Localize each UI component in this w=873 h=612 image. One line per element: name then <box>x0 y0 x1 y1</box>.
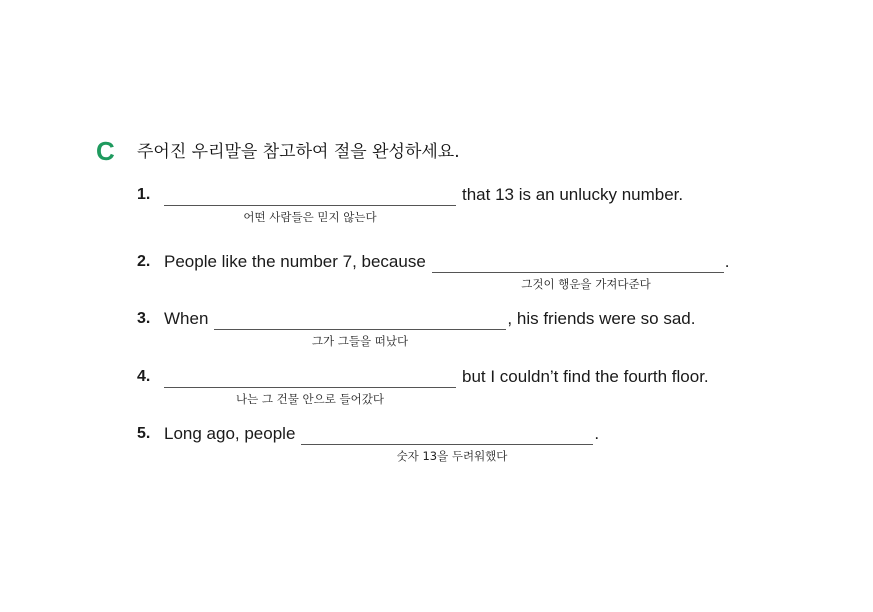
answer-blank[interactable] <box>301 428 593 445</box>
korean-hint: 그것이 행운을 가져다준다 <box>521 277 651 291</box>
sentence-after: that 13 is an unlucky number. <box>462 185 684 204</box>
korean-hint: 숫자 13을 두려워했다 <box>396 449 508 463</box>
exercise-item-5 <box>137 423 777 463</box>
exercise-item-2 <box>137 251 777 291</box>
item-number: 1. <box>137 186 151 203</box>
korean-hint: 나는 그 건물 안으로 들어갔다 <box>236 392 384 406</box>
answer-blank[interactable] <box>432 256 724 273</box>
answer-blank[interactable] <box>164 189 456 206</box>
exercise-item-3 <box>137 308 777 348</box>
sentence-before: Long ago, people <box>164 424 296 443</box>
sentence-after: . <box>724 252 730 271</box>
sentence-after: . <box>594 424 600 443</box>
korean-hint: 어떤 사람들은 믿지 않는다 <box>243 210 377 224</box>
korean-hint: 그가 그들을 떠났다 <box>311 334 409 348</box>
item-number: 2. <box>137 253 151 270</box>
item-number: 3. <box>137 310 151 327</box>
sentence-after: but I couldn’t find the fourth floor. <box>462 367 709 386</box>
sentence-before: When <box>164 309 209 328</box>
exercise-item-1 <box>137 184 777 224</box>
exercise-item-4 <box>137 366 777 406</box>
item-number: 4. <box>137 368 151 385</box>
item-number: 5. <box>137 425 151 442</box>
answer-blank[interactable] <box>214 313 506 330</box>
sentence-after: , his friends were so sad. <box>507 309 696 328</box>
sentence-before: People like the number 7, because <box>164 252 426 271</box>
answer-blank[interactable] <box>164 371 456 388</box>
instruction-text: 주어진 우리말을 참고하여 절을 완성하세요. <box>137 142 460 162</box>
section-letter: C <box>96 136 115 166</box>
